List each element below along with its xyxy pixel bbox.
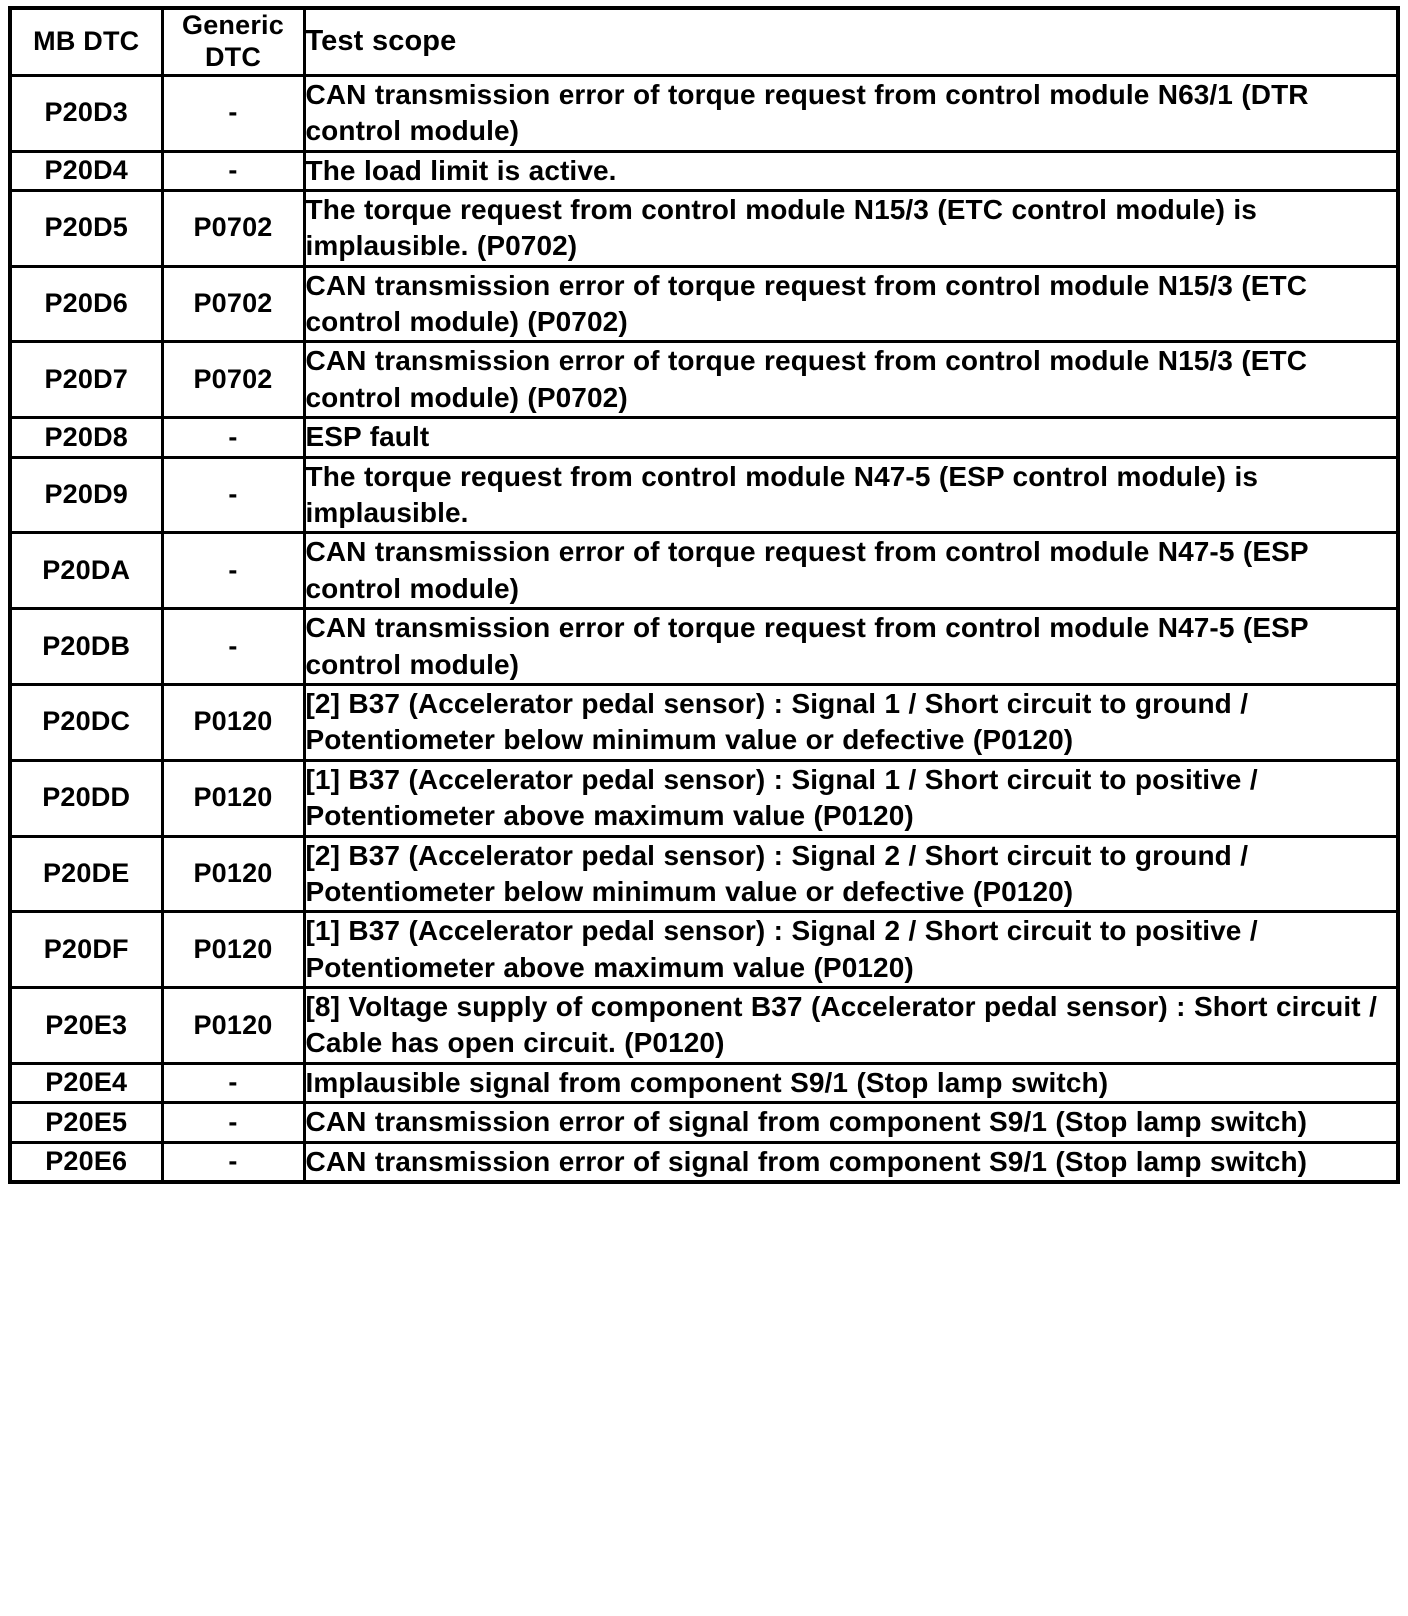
cell-test-scope: CAN transmission error of signal from component S9/1 (Stop lamp switch) (304, 1103, 1398, 1142)
column-header-mb-dtc: MB DTC (10, 8, 162, 75)
cell-generic-dtc: - (162, 609, 304, 685)
column-header-test-scope: Test scope (304, 8, 1398, 75)
table-row (10, 418, 1398, 457)
dtc-table (8, 6, 1400, 1184)
cell-generic-dtc: P0702 (162, 342, 304, 418)
cell-test-scope: The torque request from control module N47-5 (ESP control module) is implausible. (304, 457, 1398, 533)
cell-generic-dtc: P0702 (162, 266, 304, 342)
cell-generic-dtc: P0120 (162, 760, 304, 836)
cell-mb-dtc: P20E6 (10, 1142, 162, 1182)
cell-test-scope: [1] B37 (Accelerator pedal sensor) : Signal 1 / Short circuit to positive / Potentiometer above maximum value (P0120) (304, 760, 1398, 836)
table-row (10, 988, 1398, 1064)
cell-mb-dtc: P20E5 (10, 1103, 162, 1142)
column-header-generic-dtc: Generic DTC (162, 8, 304, 75)
cell-generic-dtc: - (162, 533, 304, 609)
cell-generic-dtc: - (162, 1063, 304, 1102)
cell-generic-dtc: - (162, 75, 304, 151)
cell-mb-dtc: P20DF (10, 912, 162, 988)
cell-generic-dtc: P0702 (162, 190, 304, 266)
cell-test-scope: CAN transmission error of torque request from control module N15/3 (ETC control module) (P0702) (304, 342, 1398, 418)
cell-mb-dtc: P20D6 (10, 266, 162, 342)
cell-mb-dtc: P20D4 (10, 151, 162, 190)
cell-generic-dtc: P0120 (162, 912, 304, 988)
table-row (10, 1063, 1398, 1102)
table-row (10, 342, 1398, 418)
table-row (10, 684, 1398, 760)
table-row (10, 151, 1398, 190)
table-row (10, 457, 1398, 533)
table-header-row (10, 8, 1398, 75)
cell-test-scope: CAN transmission error of signal from component S9/1 (Stop lamp switch) (304, 1142, 1398, 1182)
cell-generic-dtc: - (162, 1142, 304, 1182)
table-body (10, 75, 1398, 1182)
cell-test-scope: [8] Voltage supply of component B37 (Accelerator pedal sensor) : Short circuit / Cable has open circuit. (P0120) (304, 988, 1398, 1064)
cell-test-scope: [2] B37 (Accelerator pedal sensor) : Signal 1 / Short circuit to ground / Potentiometer below minimum value or defective (P0120) (304, 684, 1398, 760)
table-row (10, 533, 1398, 609)
cell-test-scope: ESP fault (304, 418, 1398, 457)
table-row (10, 190, 1398, 266)
cell-mb-dtc: P20DE (10, 836, 162, 912)
cell-test-scope: CAN transmission error of torque request from control module N63/1 (DTR control module) (304, 75, 1398, 151)
cell-generic-dtc: P0120 (162, 836, 304, 912)
table-row (10, 760, 1398, 836)
cell-mb-dtc: P20DB (10, 609, 162, 685)
cell-mb-dtc: P20DC (10, 684, 162, 760)
cell-generic-dtc: - (162, 1103, 304, 1142)
cell-generic-dtc: P0120 (162, 988, 304, 1064)
cell-test-scope: The load limit is active. (304, 151, 1398, 190)
cell-generic-dtc: P0120 (162, 684, 304, 760)
table-row (10, 836, 1398, 912)
cell-test-scope: CAN transmission error of torque request from control module N15/3 (ETC control module) (P0702) (304, 266, 1398, 342)
table-row (10, 912, 1398, 988)
cell-mb-dtc: P20DD (10, 760, 162, 836)
cell-test-scope: [2] B37 (Accelerator pedal sensor) : Signal 2 / Short circuit to ground / Potentiometer below minimum value or defective (P0120) (304, 836, 1398, 912)
table-row (10, 1103, 1398, 1142)
cell-generic-dtc: - (162, 457, 304, 533)
cell-mb-dtc: P20E4 (10, 1063, 162, 1102)
cell-mb-dtc: P20E3 (10, 988, 162, 1064)
cell-test-scope: CAN transmission error of torque request from control module N47-5 (ESP control module) (304, 609, 1398, 685)
cell-mb-dtc: P20DA (10, 533, 162, 609)
table-row (10, 609, 1398, 685)
cell-mb-dtc: P20D3 (10, 75, 162, 151)
cell-test-scope: CAN transmission error of torque request from control module N47-5 (ESP control module) (304, 533, 1398, 609)
cell-mb-dtc: P20D5 (10, 190, 162, 266)
table-row (10, 75, 1398, 151)
cell-generic-dtc: - (162, 151, 304, 190)
cell-mb-dtc: P20D9 (10, 457, 162, 533)
cell-mb-dtc: P20D8 (10, 418, 162, 457)
table-row (10, 1142, 1398, 1182)
cell-generic-dtc: - (162, 418, 304, 457)
table-row (10, 266, 1398, 342)
cell-mb-dtc: P20D7 (10, 342, 162, 418)
cell-test-scope: Implausible signal from component S9/1 (Stop lamp switch) (304, 1063, 1398, 1102)
cell-test-scope: [1] B37 (Accelerator pedal sensor) : Signal 2 / Short circuit to positive / Potentiometer above maximum value (P0120) (304, 912, 1398, 988)
cell-test-scope: The torque request from control module N15/3 (ETC control module) is implausible. (P0702) (304, 190, 1398, 266)
